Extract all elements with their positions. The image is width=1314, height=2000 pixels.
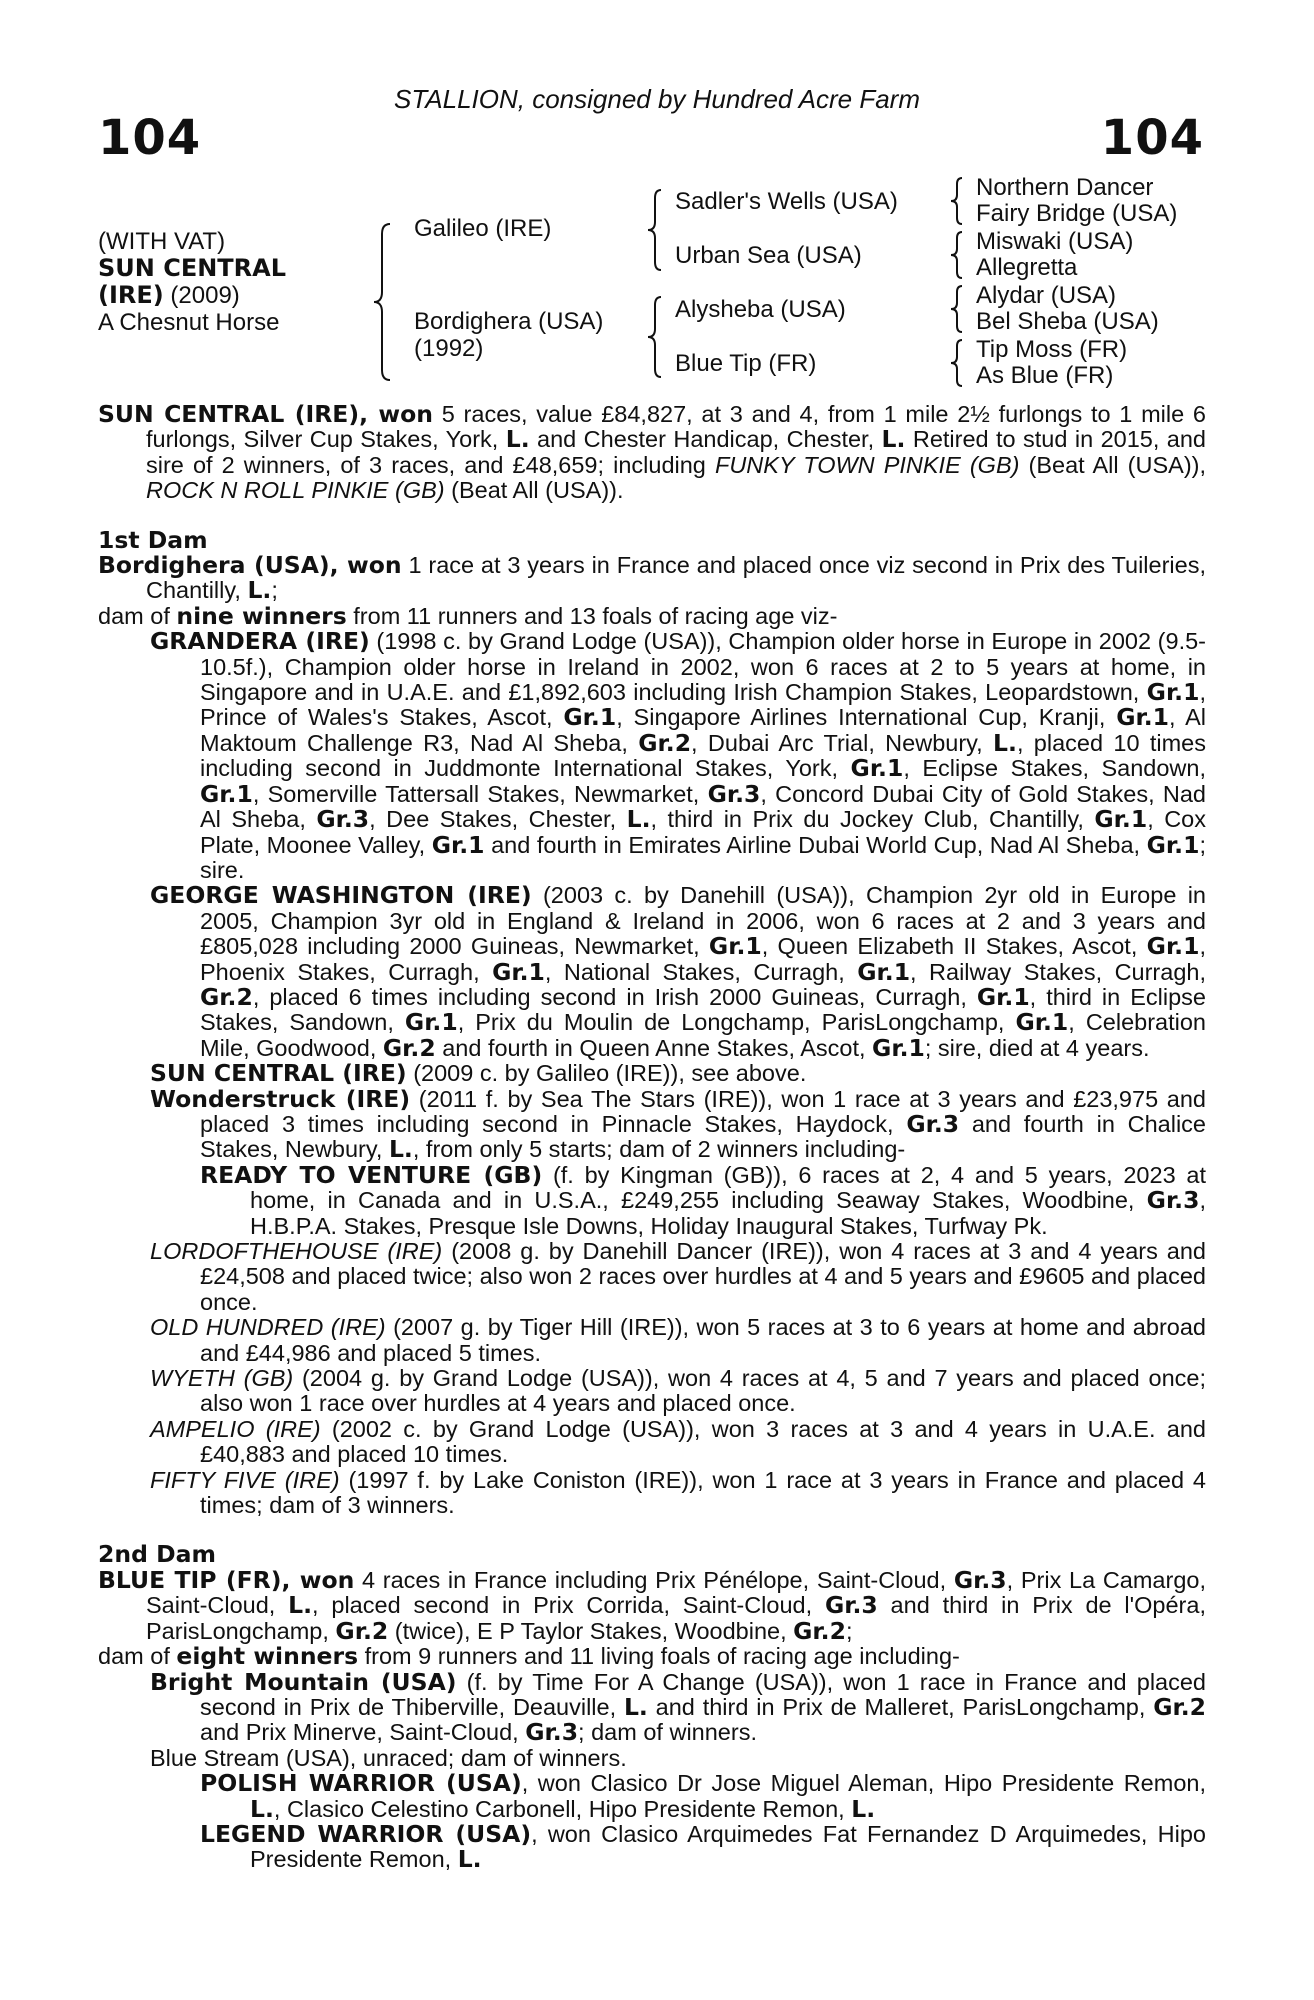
catalogue-body (98, 402, 1206, 1873)
brace-g3-3 (948, 284, 966, 334)
horse-name-country: (IRE) (2009) (98, 281, 240, 309)
brace-sire-parents (645, 188, 665, 272)
dam-dam: Blue Tip (FR) (675, 350, 817, 377)
vat-note: (WITH VAT) (98, 228, 226, 255)
gen3-3: Miswaki (USA) (976, 228, 1134, 255)
produce-bright-mountain: Bright Mountain (USA) (f. by Time For A Change (USA)), won 1 race in France and placed second in Prix de Thiberville, Deauville, L. and third in Prix de Malleret, ParisLongchamp, Gr.2 and Prix Minerve, Saint-Cloud, Gr.3; dam of winners. (150, 1667, 1207, 1747)
dam: Bordighera (USA) (414, 308, 604, 335)
produce-george-washington: GEORGE WASHINGTON (IRE) (2003 c. by Danehill (USA)), Champion 2yr old in Europe in 2005, Champion 3yr old in England & Ireland in 2006, won 6 races at 2 and 3 years and £805,028 including 2000 Guineas, Newmarket, Gr.1, Queen Elizabeth II Stakes, Ascot, Gr.1, Phoenix Stakes, Curragh, Gr.1, National Stakes, Curragh, Gr.1, Railway Stakes, Curragh, Gr.2, placed 6 times including second in Irish 2000 Guineas, Curragh, Gr.1, third in Eclipse Stakes, Sandown, Gr.1, Prix du Moulin de Longchamp, ParisLongchamp, Gr.1, Celebration Mile, Goodwood, Gr.2 and fourth in Queen Anne Stakes, Ascot, Gr.1; sire, died at 4 years. (150, 881, 1206, 1062)
gen3-1: Northern Dancer (976, 174, 1154, 201)
gen3-7: Tip Moss (FR) (976, 336, 1128, 363)
produce-wonderstruck: Wonderstruck (IRE) (2011 f. by Sea The Stars (IRE)), won 1 race at 3 years and £23,975 and placed 3 times including second in Pinnacle Stakes, Haydock, Gr.3 and fourth in Chalice Stakes, Newbury, L., from only 5 starts; dam of 2 winners including- (150, 1084, 1206, 1164)
dam-sire: Alysheba (USA) (675, 296, 846, 323)
produce-ampelio: AMPELIO (IRE) (2002 c. by Grand Lodge (USA)), won 3 races at 3 and 4 years in U.A.E. and £40,883 and placed 10 times. (150, 1415, 1206, 1468)
produce-wyeth: WYETH (GB) (2004 g. by Grand Lodge (USA)), won 4 races at 4, 5 and 7 years and placed once; also won 1 race over hurdles at 4 years and placed once. (150, 1365, 1206, 1417)
grandproduce-ready-to-venture: READY TO VENTURE (GB) (f. by Kingman (GB)), 6 races at 2, 4 and 5 years, 2023 at home, in Canada and in U.S.A., £249,255 including Seaway Stakes, Woodbine, Gr.3, H.B.P.A. Stakes, Presque Isle Downs, Holiday Inaugural Stakes, Turfway Pk. (200, 1160, 1206, 1239)
gen3-2: Fairy Bridge (USA) (976, 200, 1178, 227)
brace-g3-4 (948, 338, 966, 388)
gen3-6: Bel Sheba (USA) (976, 308, 1159, 335)
produce-fifty-five: FIFTY FIVE (IRE) (1997 f. by Lake Coniston (IRE)), won 1 race at 3 years in France and placed 4 times; dam of 3 winners. (150, 1466, 1206, 1519)
produce-lordofthehouse: LORDOFTHEHOUSE (IRE) (2008 g. by Danehill Dancer (IRE)), won 4 races at 3 and 4 years and £24,508 and placed twice; also won 2 races over hurdles at 4 and 5 years and £9605 and placed once. (150, 1238, 1206, 1315)
horse-summary: SUN CENTRAL (IRE), won 5 races, value £84,827, at 3 and 4, from 1 mile 2½ furlongs to 1 mile 6 furlongs, Silver Cup Stakes, York, L. and Chester Handicap, Chester, L. Retired to stud in 2015, and sire of 2 winners, of 3 races, and £48,659; including FUNKY TOWN PINKIE (GB) (Beat All (USA)), ROCK N ROLL PINKIE (GB) (Beat All (USA)). (98, 400, 1207, 504)
produce-old-hundred: OLD HUNDRED (IRE) (2007 g. by Tiger Hill (IRE)), won 5 races at 3 to 6 years at home and abroad and £44,986 and placed 5 times. (150, 1314, 1206, 1366)
sire-sire: Sadler's Wells (USA) (675, 188, 898, 215)
brace-sire-dam (370, 222, 394, 382)
dam-year: (1992) (414, 335, 484, 362)
grandproduce-polish-warrior: POLISH WARRIOR (USA), won Clasico Dr Jose Miguel Aleman, Hipo Presidente Remon, L., Clasico Celestino Carbonell, Hipo Presidente Remon, L. (200, 1769, 1206, 1823)
lot-number-left: 104 (98, 110, 202, 166)
first-dam-heading: 1st Dam (98, 525, 208, 554)
grandproduce-legend-warrior: LEGEND WARRIOR (USA), won Clasico Arquimedes Fat Fernandez D Arquimedes, Hipo Presidente Remon, L. (200, 1819, 1206, 1874)
lot-number-right: 104 (1100, 110, 1204, 166)
produce-grandera: GRANDERA (IRE) (1998 c. by Grand Lodge (USA)), Champion older horse in Europe in 2002 (9.5-10.5f.), Champion older horse in Ireland in 2002, won 6 races at 2 to 5 years at home, in Singapore and in U.A.E. and £1,892,603 including Irish Champion Stakes, Leopardstown, Gr.1, Prince of Wales's Stakes, Ascot, Gr.1, Singapore Airlines International Cup, Kranji, Gr.1, Al Maktoum Challenge R3, Nad Al Sheba, Gr.2, Dubai Arc Trial, Newbury, L., placed 10 times including second in Juddmonte International Stakes, York, Gr.1, Eclipse Stakes, Sandown, Gr.1, Somerville Tattersall Stakes, Newmarket, Gr.3, Concord Dubai City of Gold Stakes, Nad Al Sheba, Gr.3, Dee Stakes, Chester, L., third in Prix du Jockey Club, Chantilly, Gr.1, Cox Plate, Moonee Valley, Gr.1 and fourth in Emirates Airline Dubai World Cup, Nad Al Sheba, Gr.1; sire. (150, 627, 1206, 883)
brace-g3-1 (948, 176, 966, 226)
first-dam-record: Bordighera (USA), won 1 race at 3 years in France and placed once viz second in Prix des Tuileries, Chantilly, L.; (98, 551, 1206, 605)
brace-g3-2 (948, 230, 966, 280)
sire: Galileo (IRE) (414, 215, 552, 242)
second-dam-heading: 2nd Dam (98, 1540, 216, 1569)
brace-dam-parents (645, 295, 665, 379)
second-dam-produce-summary: dam of eight winners from 9 runners and 11 living foals of racing age including- (98, 1642, 960, 1671)
horse-name: SUN CENTRAL (98, 254, 287, 282)
gen3-8: As Blue (FR) (976, 362, 1114, 389)
gen3-5: Alydar (USA) (976, 282, 1117, 309)
produce-sun-central: SUN CENTRAL (IRE) (2009 c. by Galileo (IRE)), see above. (150, 1059, 807, 1088)
gen3-4: Allegretta (976, 254, 1078, 281)
sire-dam: Urban Sea (USA) (675, 242, 862, 269)
horse-description: A Chesnut Horse (98, 309, 280, 336)
first-dam-produce-summary: dam of nine winners from 11 runners and 13 foals of racing age viz- (98, 601, 838, 630)
produce-blue-stream: Blue Stream (USA), unraced; dam of winners. (150, 1744, 627, 1771)
second-dam-record: BLUE TIP (FR), won 4 races in France including Prix Pénélope, Saint-Cloud, Gr.3, Prix La Camargo, Saint-Cloud, L., placed second in Prix Corrida, Saint-Cloud, Gr.3 and third in Prix de l'Opéra, ParisLongchamp, Gr.2 (twice), E P Taylor Stakes, Woodbine, Gr.2; (98, 1565, 1206, 1645)
consignment-line: STALLION, consigned by Hundred Acre Farm (393, 84, 920, 114)
